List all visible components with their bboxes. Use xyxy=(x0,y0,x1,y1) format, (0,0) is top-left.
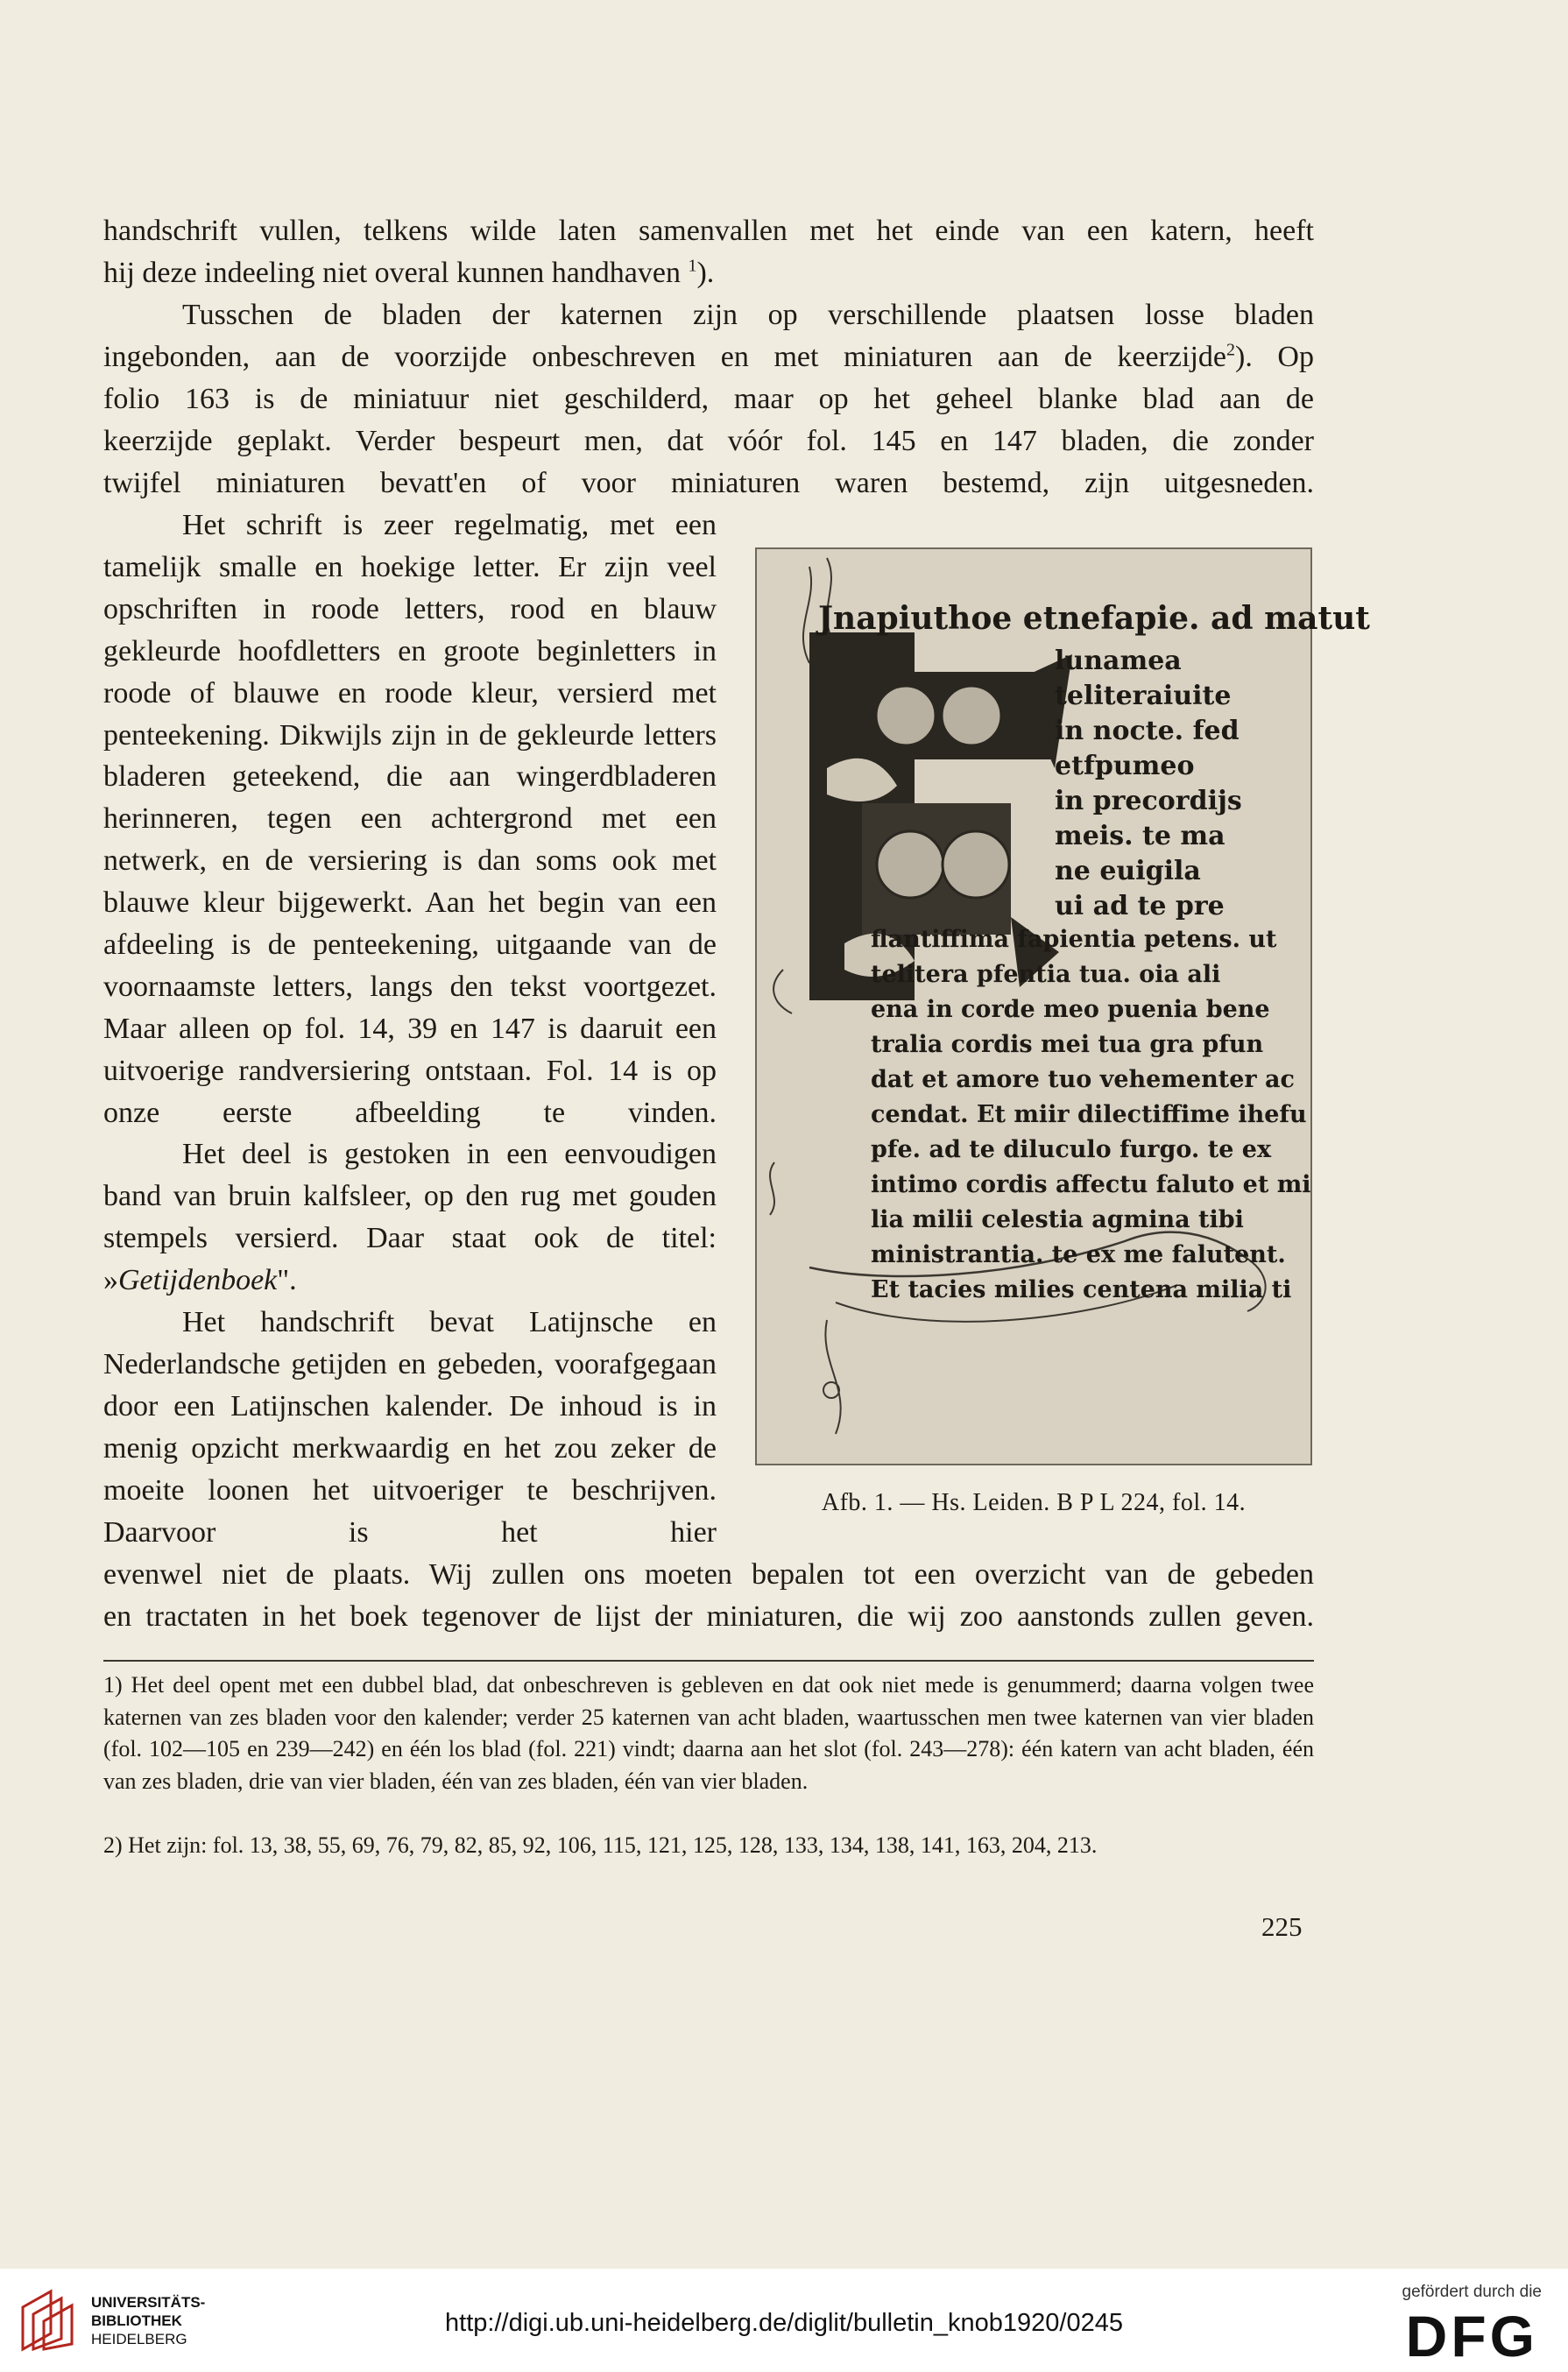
manuscript-line: pfe. ad te diluculo furgo. te ex xyxy=(871,1136,1272,1163)
footnote-2: 2) Het zijn: fol. 13, 38, 55, 69, 76, 79, 82, 85, 92, 106, 115, 121, 125, 128, 133, 134, 138, 141, 163, 204, 213. xyxy=(103,1832,1098,1858)
manuscript-line: etfpumeo xyxy=(1055,751,1195,781)
text: ingebonden, aan de voorzijde onbeschreven en met miniaturen aan de keerzijde xyxy=(103,341,1226,373)
paragraph-line: keerzijde geplakt. Verder bespeurt men, dat vóór fol. 145 en 147 bladen, die zonder xyxy=(103,425,1314,457)
manuscript-line: in precordijs xyxy=(1055,786,1242,816)
manuscript-line: telitera pfentia tua. oia ali xyxy=(871,961,1221,988)
text: ". xyxy=(277,1263,297,1296)
text: Het handschrift bevat Latijnsche en Nederlandsche getijden en gebeden, voorafgegaan door een Latijnschen kalender. De inhoud is in menig opzicht merkwaardig en het zou zeker de moeite loonen het uitvoeriger te beschrijven. Daarvoor is het hier xyxy=(103,1306,717,1549)
text: ). xyxy=(696,257,715,289)
paragraph xyxy=(103,505,717,1133)
library-line: BIBLIOTHEK xyxy=(91,2312,182,2329)
manuscript-line: dat et amore tuo vehementer ac xyxy=(871,1066,1295,1093)
manuscript-line: lia milii celestia agmina tibi xyxy=(871,1206,1244,1233)
text: hij deze indeeling niet overal kunnen handhaven xyxy=(103,257,681,289)
text: Het deel is gestoken in een eenvoudigen band van bruin kalfsleer, op den rug met gouden stempels versierd. Daar staat ook de titel: » xyxy=(103,1138,717,1296)
page-number: 225 xyxy=(1261,1911,1303,1942)
paragraph xyxy=(103,1302,717,1553)
paragraph-line: twijfel miniaturen bevatt'en of voor miniaturen waren bestemd, zijn uitgesneden. xyxy=(103,467,1314,499)
paragraph-line xyxy=(103,252,1314,294)
manuscript-line: Jnapiuthoe etnefapie. ad matut xyxy=(818,600,1370,637)
paragraph-line: handschrift vullen, telkens wilde laten samenvallen met het einde van een katern, heeft xyxy=(103,215,1314,247)
manuscript-line: meis. te ma xyxy=(1055,821,1225,851)
text: ). Op xyxy=(1235,341,1314,373)
paragraph-line xyxy=(103,294,1314,336)
library-line: UNIVERSITÄTS- xyxy=(91,2294,206,2311)
manuscript-line: tralia cordis mei tua gra pfun xyxy=(871,1031,1264,1058)
manuscript-line: cendat. Et miir dilectiffime ihefu xyxy=(871,1101,1307,1128)
figure-caption: Afb. 1. — Hs. Leiden. B P L 224, fol. 14. xyxy=(821,1489,1247,1516)
manuscript-illustration xyxy=(755,547,1370,1465)
text: Het schrift is zeer regelmatig, met een tamelijk smalle en hoekige letter. Er zijn veel opschriften in roode letters, rood en blauw gekleurde hoofdletters en groote beginletters in roode of blauwe en roode kleur, versierd met penteekening. Dikwijls zijn in de gekleurde letters bladeren geteekend, die aan wingerdbladeren herinneren, tegen een achtergrond met een netwerk, en de versiering is dan soms ook met blauwe kleur bijgewerkt. Aan het begin van een afdeeling is de penteekening, uitgaande van de voornaamste letters, langs den tekst voortgezet. Maar alleen op fol. 14, 39 en 147 is daaruit een uitvoerige randversiering ontstaan. Fol. 14 is op onze eerste afbeelding te vinden. xyxy=(103,509,717,1129)
paragraph xyxy=(103,1133,717,1302)
footnote-ref: 1 xyxy=(688,256,697,276)
dfg-logo[interactable]: DFG xyxy=(1405,2304,1538,2368)
manuscript-line: ministrantia. te ex me falutent. xyxy=(871,1241,1286,1268)
footnote-1: 1) Het deel opent met een dubbel blad, dat onbeschreven is gebleven en dat ook niet mede is genummerd; daarna volgen twee katernen van zes bladen voor den kalender; verder 25 katernen van acht bladen, waartusschen men twee katernen van vier bladen (fol. 102—105 en 239—242) en één los blad (fol. 221) vindt; daarna aan het slot (fol. 243—278): één katern van acht bladen, één van zes bladen, drie van vier bladen, één van zes bladen, één van vier bladen. xyxy=(103,1672,1314,1794)
manuscript-line: ne euigila xyxy=(1055,856,1201,886)
manuscript-line: in nocte. fed xyxy=(1055,716,1240,746)
manuscript-line: lunamea xyxy=(1055,646,1182,676)
paragraph-line: folio 163 is de miniatuur niet geschilderd, maar op het geheel blanke blad aan de xyxy=(103,383,1314,415)
document-url-link[interactable]: http://digi.ub.uni-heidelberg.de/diglit/bulletin_knob1920/0245 xyxy=(445,2309,1123,2337)
text: Tusschen de bladen der katernen zijn op verschillende plaatsen losse bladen xyxy=(182,299,1314,331)
library-line: HEIDELBERG xyxy=(91,2331,187,2347)
manuscript-line: intimo cordis affectu faluto et mi xyxy=(871,1171,1311,1198)
manuscript-line: ui ad te pre xyxy=(1055,891,1225,921)
footnote-ref: 2 xyxy=(1226,340,1235,360)
book-title: Getijdenboek xyxy=(118,1263,278,1296)
manuscript-line: ena in corde meo puenia bene xyxy=(871,996,1270,1023)
manuscript-line: flantiffima fapientia petens. ut xyxy=(871,926,1277,953)
footer-bar xyxy=(0,2269,1568,2372)
manuscript-line: Et tacies milies centena milia ti xyxy=(871,1276,1292,1303)
paragraph-line: en tractaten in het boek tegenover de lijst der miniaturen, die wij zoo aanstonds zullen geven. xyxy=(103,1600,1314,1633)
paragraph-line: evenwel niet de plaats. Wij zullen ons moeten bepalen tot een overzicht van de gebeden xyxy=(103,1558,1314,1591)
manuscript-line: teliteraiuite xyxy=(1055,681,1232,711)
paragraph-line xyxy=(103,336,1314,378)
footnote-divider xyxy=(103,1660,1314,1662)
funding-credit: gefördert durch die xyxy=(1402,2283,1542,2301)
